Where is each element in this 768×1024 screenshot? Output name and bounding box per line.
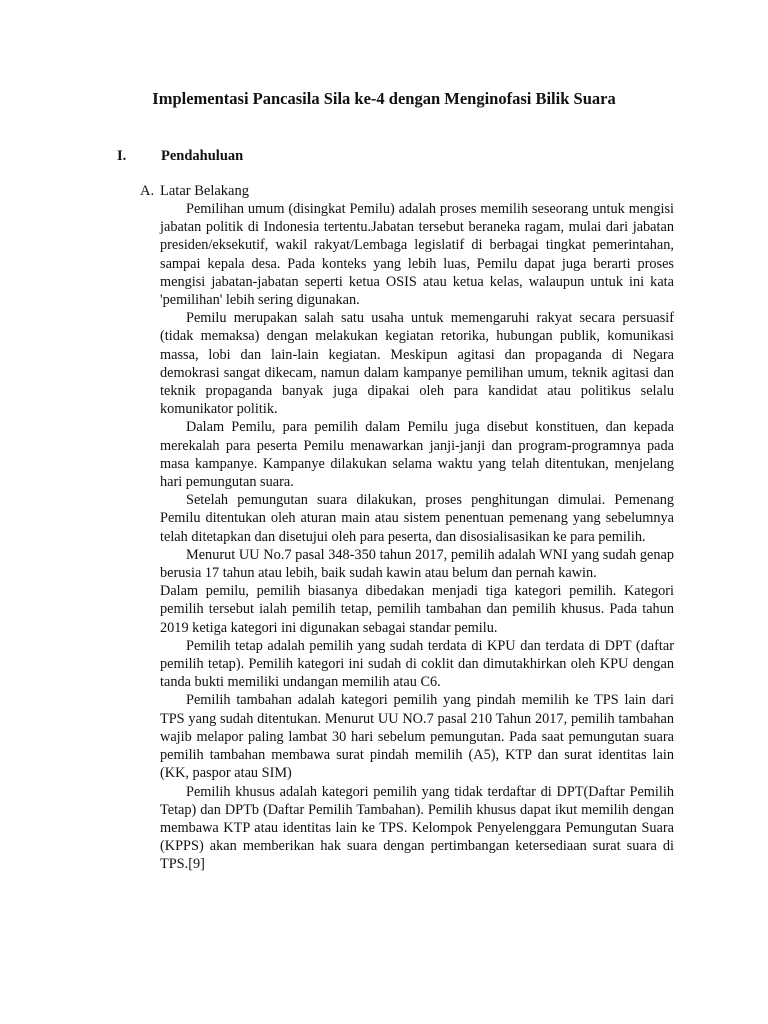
section-title: Pendahuluan bbox=[161, 148, 244, 164]
paragraph: Pemilih tetap adalah pemilih yang sudah terdata di KPU dan terdata di DPT (daftar pemilih tetap). Pemilih kategori ini sudah di coklit dan dimutakhirkan oleh KPU dengan tanda bukti memiliki undangan memilih atau C6. bbox=[160, 637, 674, 691]
paragraph: Pemilih khusus adalah kategori pemilih yang tidak terdaftar di DPT(Daftar Pemilih Tetap) dan DPTb (Daftar Pemilih Tambahan). Pemilih khusus dapat ikut memilih dengan membawa KTP atau identitas lain ke TPS. Kelompok Penyelenggara Pemungutan Suara (KPPS) akan memberikan hak suara dengan pertimbangan ketersediaan surat suara di TPS.[9] bbox=[160, 783, 674, 873]
document-title: Implementasi Pancasila Sila ke-4 dengan Menginofasi Bilik Suara bbox=[152, 89, 616, 108]
paragraph: Dalam Pemilu, para pemilih dalam Pemilu juga disebut konstituen, dan kepada merekalah para peserta Pemilu menawarkan janji-janji dan program-programnya pada masa kampanye. Kampanye dilakukan selama waktu yang telah ditentukan, menjelang hari pemungutan suara. bbox=[160, 419, 674, 491]
subsection-heading bbox=[140, 182, 249, 200]
section-heading bbox=[117, 147, 243, 165]
body-text bbox=[160, 200, 674, 874]
subsection-title: Latar Belakang bbox=[160, 183, 249, 199]
paragraph: Dalam pemilu, pemilih biasanya dibedakan menjadi tiga kategori pemilih. Kategori pemilih tersebut ialah pemilih tetap, pemilih tambahan dan pemilih khusus. Pada tahun 2019 ketiga kategori ini digunakan sebagai standar pemilu. bbox=[160, 583, 674, 636]
paragraph: Pemilu merupakan salah satu usaha untuk memengaruhi rakyat secara persuasif (tidak memaksa) dengan melakukan kegiatan retorika, hubungan publik, komunikasi massa, lobi dan lain-lain kegiatan. Meskipun agitasi dan propaganda di Negara demokrasi sangat dikecam, namun dalam kampanye pemilihan umum, teknik agitasi dan teknik propaganda banyak juga dipakai oleh para kandidat atau politikus selalu komunikator politik. bbox=[160, 310, 674, 418]
paragraph: Pemilihan umum (disingkat Pemilu) adalah proses memilih seseorang untuk mengisi jabatan politik di Indonesia tertentu.Jabatan tersebut beraneka ragam, mulai dari jabatan presiden/eksekutif, wakil rakyat/Lembaga legislatif di berbagai tingkat pemerintahan, sampai kepala desa. Pada konteks yang lebih luas, Pemilu dapat juga berarti proses mengisi jabatan-jabatan seperti ketua OSIS atau ketua kelas, walaupun untuk ini kata 'pemilihan' lebih sering digunakan. bbox=[160, 201, 674, 309]
paragraph: Pemilih tambahan adalah kategori pemilih yang pindah memilih ke TPS lain dari TPS yang sudah ditentukan. Menurut UU NO.7 pasal 210 Tahun 2017, pemilih tambahan wajib melapor paling lambat 30 hari sebelum pemungutan. Pada saat pemungutan suara pemilih tambahan membawa surat pindah memilih (A5), KTP dan surat identitas lain (KK, paspor atau SIM) bbox=[160, 692, 674, 782]
paragraph: Setelah pemungutan suara dilakukan, proses penghitungan dimulai. Pemenang Pemilu ditentukan oleh aturan main atau sistem penentuan pemenang yang sebelumnya telah ditetapkan dan disetujui oleh para peserta, dan disosialisasikan ke para pemilih. bbox=[160, 492, 674, 545]
section-number: I. bbox=[117, 148, 127, 164]
paragraph: Menurut UU No.7 pasal 348-350 tahun 2017, pemilih adalah WNI yang sudah genap berusia 17 tahun atau lebih, baik sudah kawin atau belum dan pernah kawin. bbox=[160, 546, 674, 582]
subsection-letter: A. bbox=[140, 183, 155, 199]
